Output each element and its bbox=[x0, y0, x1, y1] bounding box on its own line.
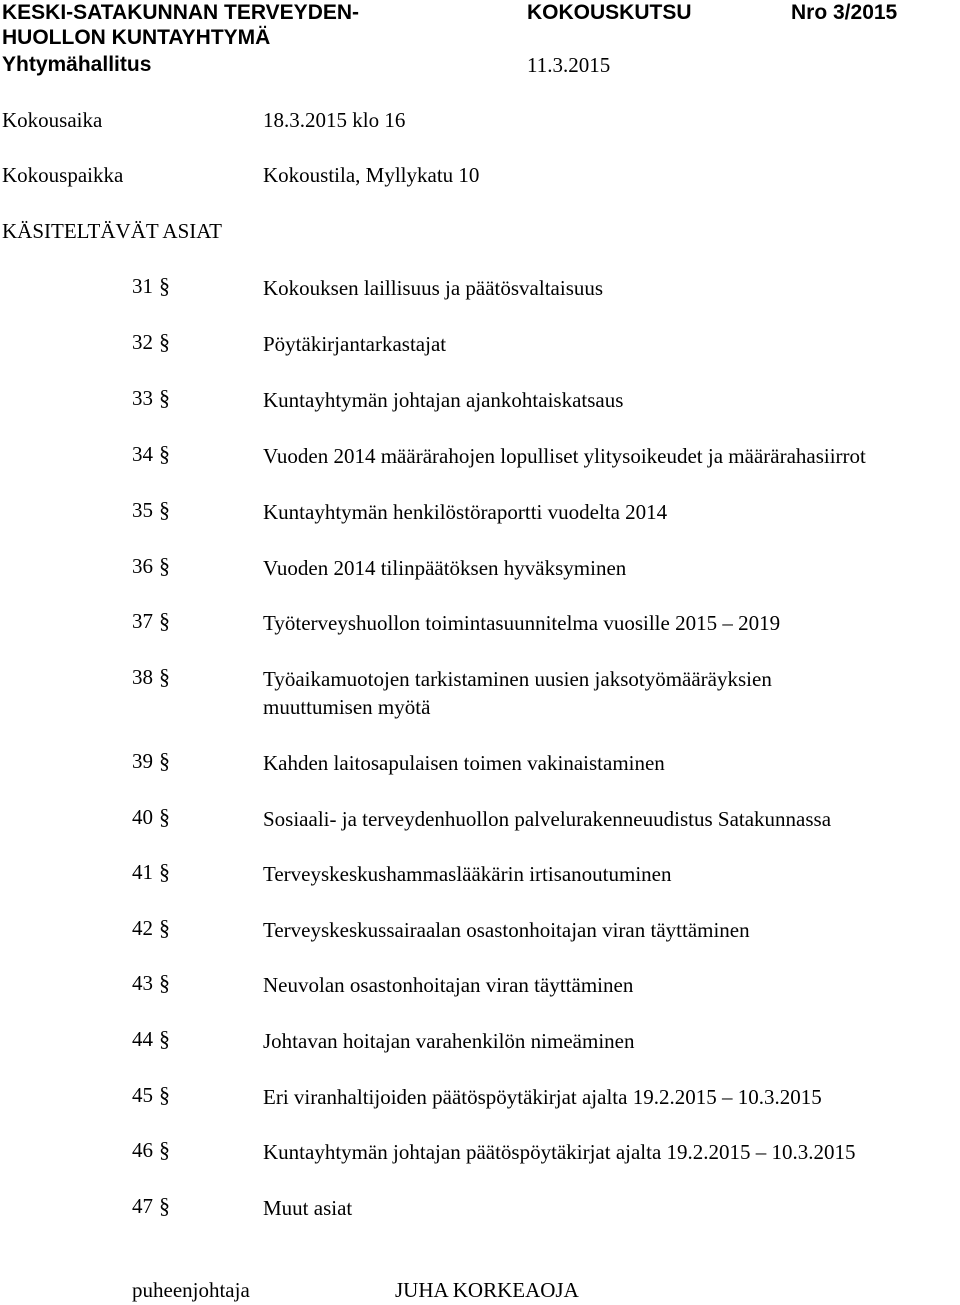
agenda-item bbox=[0, 386, 960, 416]
agenda-item bbox=[0, 1138, 960, 1168]
item-title: Kuntayhtymän johtajan päätöspöytäkirjat ajalta 19.2.2015 – 10.3.2015 bbox=[263, 1140, 856, 1164]
agenda-item bbox=[0, 274, 960, 304]
item-number: 45 bbox=[132, 1083, 153, 1107]
item-title: Pöytäkirjantarkastajat bbox=[263, 332, 447, 356]
section-sign: § bbox=[159, 441, 170, 466]
section-sign: § bbox=[159, 1026, 170, 1051]
section-sign: § bbox=[159, 608, 170, 633]
section-sign: § bbox=[159, 273, 170, 298]
item-title: Sosiaali- ja terveydenhuollon palvelurakenneuudistus Satakunnassa bbox=[263, 807, 832, 831]
item-title: Vuoden 2014 määrärahojen lopulliset ylitysoikeudet ja määrärahasiirrot bbox=[263, 444, 866, 468]
item-title: Kuntayhtymän henkilöstöraportti vuodelta 2014 bbox=[263, 500, 668, 524]
agenda-item bbox=[0, 554, 960, 584]
item-number: 47 bbox=[132, 1194, 153, 1218]
item-title-line2: muuttumisen myötä bbox=[263, 695, 431, 719]
organization-name-line2: HUOLLON KUNTAYHTYMÄ bbox=[2, 26, 271, 49]
agenda-item bbox=[0, 498, 960, 528]
item-title bbox=[263, 665, 953, 721]
item-number: 44 bbox=[132, 1027, 153, 1051]
agenda-item bbox=[0, 665, 960, 723]
signature-name: JUHA KORKEAOJA bbox=[395, 1278, 579, 1302]
agenda-item bbox=[0, 860, 960, 890]
item-title: Eri viranhaltijoiden päätöspöytäkirjat ajalta 19.2.2015 – 10.3.2015 bbox=[263, 1085, 822, 1109]
item-number: 39 bbox=[132, 749, 153, 773]
section-sign: § bbox=[159, 385, 170, 410]
item-number: 34 bbox=[132, 442, 153, 466]
governing-body: Yhtymähallitus bbox=[2, 53, 152, 76]
agenda-item bbox=[0, 1194, 960, 1224]
document-type: KOKOUSKUTSU bbox=[527, 1, 692, 24]
signature-role: puheenjohtaja bbox=[132, 1278, 250, 1302]
section-sign: § bbox=[159, 329, 170, 354]
section-sign: § bbox=[159, 1082, 170, 1107]
section-sign: § bbox=[159, 497, 170, 522]
agenda-item bbox=[0, 971, 960, 1001]
item-number: 40 bbox=[132, 805, 153, 829]
agenda-item bbox=[0, 1083, 960, 1113]
section-sign: § bbox=[159, 970, 170, 995]
item-title: Työterveyshuollon toimintasuunnitelma vuosille 2015 – 2019 bbox=[263, 611, 781, 635]
section-sign: § bbox=[159, 859, 170, 884]
item-title: Terveyskeskussairaalan osastonhoitajan viran täyttäminen bbox=[263, 918, 750, 942]
item-title: Terveyskeskushammaslääkärin irtisanoutuminen bbox=[263, 862, 672, 886]
item-title: Muut asiat bbox=[263, 1196, 353, 1220]
item-title: Kahden laitosapulaisen toimen vakinaistaminen bbox=[263, 751, 665, 775]
section-sign: § bbox=[159, 664, 170, 689]
item-number: 38 bbox=[132, 665, 153, 689]
item-number: 43 bbox=[132, 971, 153, 995]
item-number: 42 bbox=[132, 916, 153, 940]
agenda-item bbox=[0, 1027, 960, 1057]
section-sign: § bbox=[159, 915, 170, 940]
item-title: Johtavan hoitajan varahenkilön nimeäminen bbox=[263, 1029, 635, 1053]
item-number: 32 bbox=[132, 330, 153, 354]
meeting-place-value: Kokoustila, Myllykatu 10 bbox=[263, 163, 480, 187]
section-sign: § bbox=[159, 748, 170, 773]
item-number: 37 bbox=[132, 609, 153, 633]
item-number: 35 bbox=[132, 498, 153, 522]
item-title: Kuntayhtymän johtajan ajankohtaiskatsaus bbox=[263, 388, 624, 412]
item-title: Neuvolan osastonhoitajan viran täyttäminen bbox=[263, 973, 634, 997]
agenda-item bbox=[0, 330, 960, 360]
meeting-time-value: 18.3.2015 klo 16 bbox=[263, 108, 406, 132]
organization-name-line1: KESKI-SATAKUNNAN TERVEYDEN- bbox=[2, 1, 360, 24]
meeting-time-label: Kokousaika bbox=[2, 108, 103, 132]
agenda-heading: KÄSITELTÄVÄT ASIAT bbox=[2, 219, 222, 243]
agenda-item bbox=[0, 442, 960, 472]
item-title-line1: Työaikamuotojen tarkistaminen uusien jaksotyömääräyksien bbox=[263, 667, 772, 691]
agenda-item bbox=[0, 916, 960, 946]
item-number: 33 bbox=[132, 386, 153, 410]
item-title: Kokouksen laillisuus ja päätösvaltaisuus bbox=[263, 276, 604, 300]
item-number: 46 bbox=[132, 1138, 153, 1162]
section-sign: § bbox=[159, 804, 170, 829]
item-number: 41 bbox=[132, 860, 153, 884]
agenda-item bbox=[0, 805, 960, 835]
section-sign: § bbox=[159, 1193, 170, 1218]
agenda-item bbox=[0, 609, 960, 639]
document-number: Nro 3/2015 bbox=[791, 1, 898, 24]
item-number: 36 bbox=[132, 554, 153, 578]
meeting-place-label: Kokouspaikka bbox=[2, 163, 124, 187]
item-number: 31 bbox=[132, 274, 153, 298]
document-date: 11.3.2015 bbox=[527, 53, 611, 77]
item-title: Vuoden 2014 tilinpäätöksen hyväksyminen bbox=[263, 556, 627, 580]
agenda-item bbox=[0, 749, 960, 779]
section-sign: § bbox=[159, 553, 170, 578]
section-sign: § bbox=[159, 1137, 170, 1162]
